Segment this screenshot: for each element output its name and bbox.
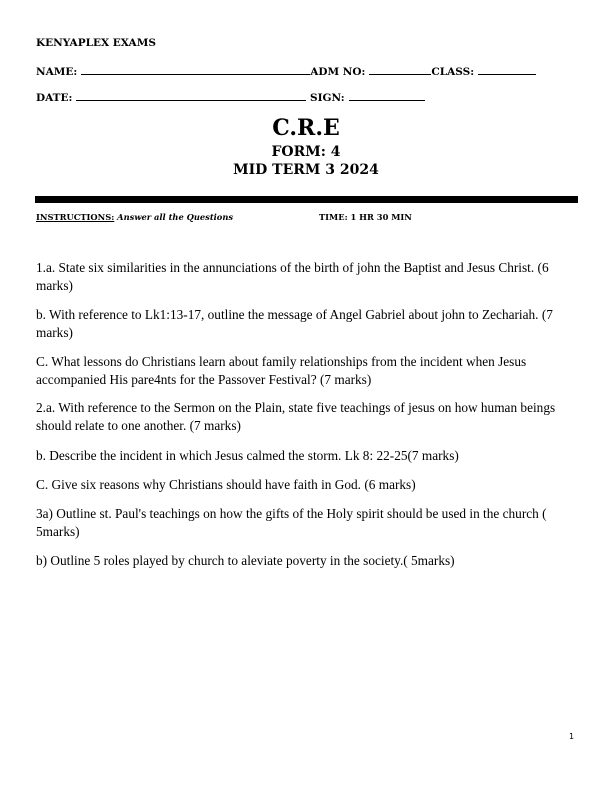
- instructions-text: Answer all the Questions: [114, 212, 234, 222]
- adm-no-field[interactable]: [369, 64, 431, 75]
- question-1a: 1.a. State six similarities in the annunciations of the birth of john the Baptist and Jesus Christ. (6 marks): [36, 260, 549, 293]
- question-1b: b. With reference to Lk1:13-17, outline the message of Angel Gabriel about john to Zechariah. (7 marks): [36, 307, 553, 340]
- name-field[interactable]: [81, 64, 310, 75]
- question-2a: 2.a. With reference to the Sermon on the Plain, state five teachings of jesus on how human beings should relate to one another. (7 marks): [36, 400, 556, 433]
- date-label: DATE:: [36, 92, 73, 104]
- sign-label: SIGN:: [310, 92, 345, 104]
- sign-field[interactable]: [349, 90, 425, 101]
- instructions-label: INSTRUCTIONS:: [36, 212, 115, 222]
- question-2c: C. Give six reasons why Christians should have faith in God. (6 marks): [36, 477, 416, 492]
- form-title: FORM: 4: [271, 144, 341, 160]
- date-field[interactable]: [76, 90, 306, 101]
- date-row: [36, 90, 425, 104]
- term-title: MID TERM 3 2024: [233, 162, 379, 178]
- divider-bar: [35, 196, 578, 203]
- question-1c: C. What lessons do Christians learn about family relationships from the incident when Jesus accompanied His pare4nts for the Passover Festival? (7 marks): [36, 354, 527, 387]
- school-name: KENYAPLEX EXAMS: [36, 37, 156, 49]
- question-3b: b) Outline 5 roles played by church to aleviate poverty in the society.( 5marks): [36, 553, 455, 568]
- name-label: NAME:: [36, 66, 78, 78]
- name-row: [36, 64, 536, 78]
- instructions: [36, 212, 233, 222]
- question-3a: 3a) Outline st. Paul's teachings on how the gifts of the Holy spirit should be used in the church ( 5marks): [36, 506, 547, 539]
- question-2b: b. Describe the incident in which Jesus calmed the storm. Lk 8: 22-25(7 marks): [36, 448, 459, 463]
- class-field[interactable]: [478, 64, 536, 75]
- adm-no-label: ADM NO:: [310, 66, 366, 78]
- class-label: CLASS:: [431, 66, 475, 78]
- page-number: 1: [569, 732, 575, 741]
- time-allowed: TIME: 1 HR 30 MIN: [319, 212, 412, 222]
- subject-title: C.R.E: [272, 115, 340, 141]
